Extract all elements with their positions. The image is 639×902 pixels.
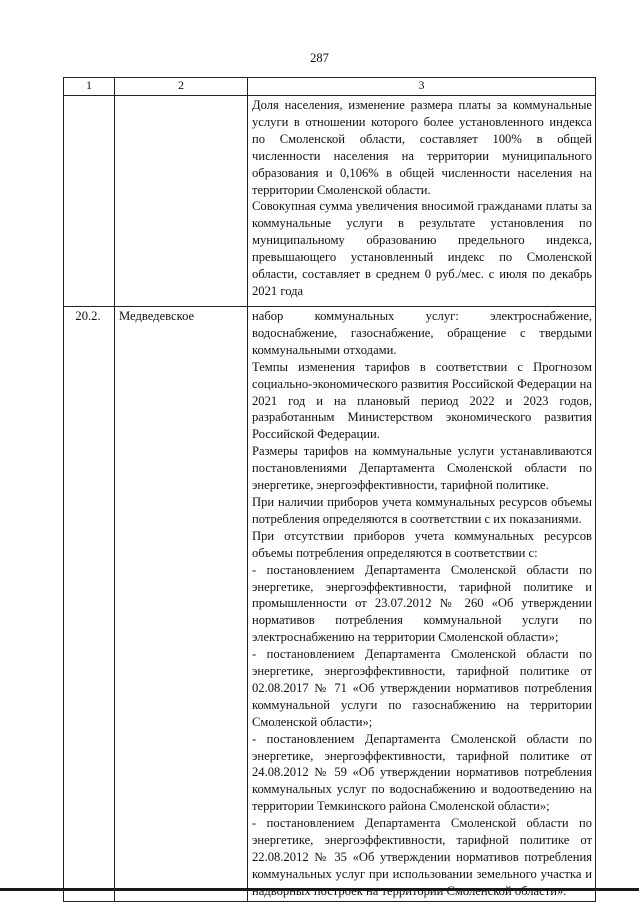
paragraph: При отсутствии приборов учета коммунальных ресурсов объемы потребления определяются в соответствии с: <box>252 528 592 560</box>
scan-edge-line <box>0 888 639 891</box>
paragraph: Доля населения, изменение размера платы за коммунальные услуги в отношении которого более установленного индекса по Смоленской области, составляет 100% в общей численности населения на территории муниципального образования и 0,106% в общей численности населения на территории Смоленской области. <box>252 98 592 197</box>
row-description <box>248 307 596 902</box>
municipality-name: Медведевское <box>115 307 248 902</box>
paragraph: - постановлением Департамента Смоленской области по энергетике, энергоэффективности, тарифной политике и промышленности от 23.07.2012 № 260 «Об утверждении нормативов потребления коммунальной услуги по электроснабжению на территории Смоленской области»; <box>252 562 592 645</box>
column-header-3: 3 <box>248 78 596 96</box>
table-header-row <box>64 78 596 96</box>
column-header-1: 1 <box>64 78 115 96</box>
paragraph: набор коммунальных услуг: электроснабжение, водоснабжение, газоснабжение, обращение с твердыми коммунальными отходами. <box>252 309 592 357</box>
row-number: 20.2. <box>64 307 115 902</box>
municipality-name <box>115 96 248 307</box>
column-header-2: 2 <box>115 78 248 96</box>
paragraph: Темпы изменения тарифов в соответствии с Прогнозом социально-экономического развития Российской Федерации на 2021 год и на плановый период 2022 и 2023 годов, разработанным Министерством экономического развития Российской Федерации. <box>252 359 592 442</box>
table-row <box>64 96 596 307</box>
row-number <box>64 96 115 307</box>
table-row <box>64 307 596 902</box>
paragraph: - постановлением Департамента Смоленской области по энергетике, энергоэффективности, тарифной политике от 22.08.2012 № 35 «Об утверждении нормативов потребления коммунальных услуг при использовании земельного участка и <box>252 816 592 881</box>
paragraph: При наличии приборов учета коммунальных ресурсов объемы потребления определяются в соответствии с их показаниями. <box>252 494 592 526</box>
document-table <box>63 77 596 902</box>
paragraph: - постановлением Департамента Смоленской области по энергетике, энергоэффективности, тарифной политике от 02.08.2017 № 71 «Об утверждении нормативов потребления коммунальной услуги по газоснабжению на территории Смоленской области»; <box>252 647 592 729</box>
paragraph: Размеры тарифов на коммунальные услуги устанавливаются постановлениями Департамента Смоленской области по энергетике, энергоэффективности, тарифной политике. <box>252 444 592 493</box>
page-number: 287 <box>310 51 329 65</box>
row-description <box>248 96 596 307</box>
paragraph: - постановлением Департамента Смоленской области по энергетике, энергоэффективности, тарифной политике от 24.08.2012 № 59 «Об утверждении нормативов потребления коммунальных услуг по водоснабжению и водоотведению на территории Темкинского района Смоленской области»; <box>252 731 592 814</box>
paragraph: Совокупная сумма увеличения вносимой гражданами платы за коммунальные услуги в результате установления по муниципальному образованию предельного индекса, превышающего установленный индекс по Смоленской области, составляет в среднем 0 руб./мес. с июля по декабрь 2021 года <box>252 199 592 298</box>
